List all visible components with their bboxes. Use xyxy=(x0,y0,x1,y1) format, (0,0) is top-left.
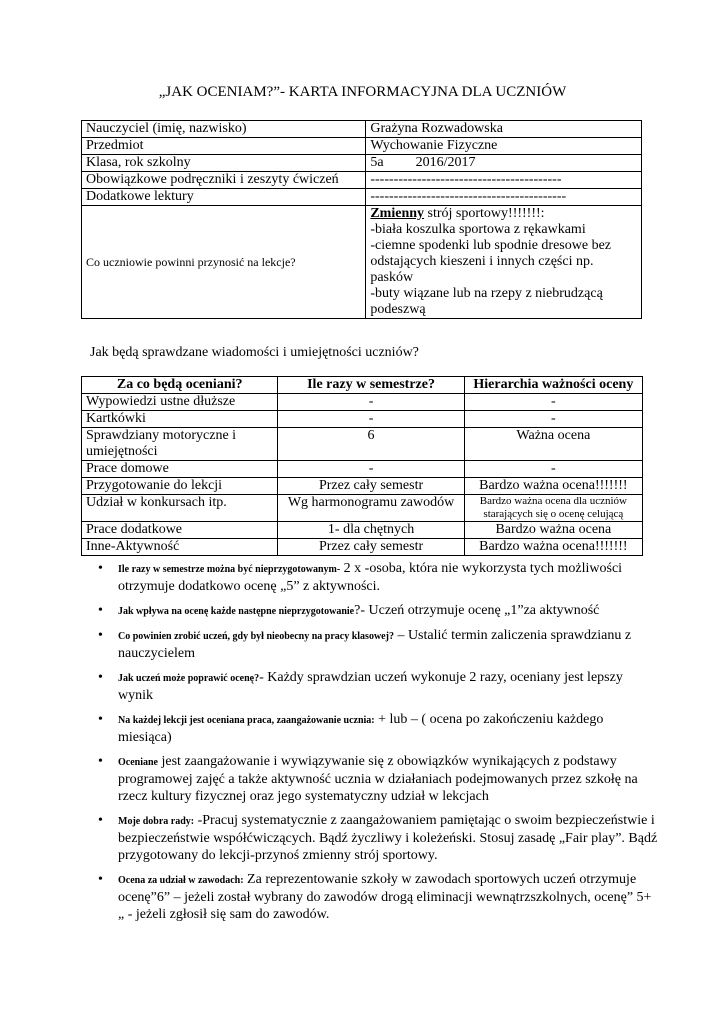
note-answer: – Ustalić termin zaliczenia sprawdzianu z nauczycielem xyxy=(118,628,632,661)
table-cell: Sprawdziany motoryczne i umiejętności xyxy=(82,428,278,461)
label-cell: Dodatkowe lektury xyxy=(82,189,366,206)
equipment-bold: Zmienny xyxy=(370,206,425,221)
table-cell: - xyxy=(278,411,464,428)
list-item xyxy=(118,812,658,864)
table-row xyxy=(82,172,642,189)
table-cell: - xyxy=(278,394,464,411)
table-cell: Bardzo ważna ocena!!!!!!! xyxy=(464,539,642,556)
note-answer: - Każdy sprawdzian uczeń wykonuje 2 razy, oceniany jest lepszy wynik xyxy=(118,670,623,703)
label-cell: Nauczyciel (imię, nazwisko) xyxy=(82,121,366,138)
table-row xyxy=(82,411,643,428)
table-row xyxy=(82,138,642,155)
table-row xyxy=(82,461,643,478)
table-cell: Bardzo ważna ocena dla uczniów starających się o ocenę celującą xyxy=(464,495,642,522)
list-item xyxy=(118,560,658,595)
value-cell: ------------------------------------------ xyxy=(366,189,642,206)
assessment-question: Jak będą sprawdzane wiadomości i umiejętności uczniów? xyxy=(90,345,419,360)
equipment-item: -ciemne spodenki lub spodnie dresowe bez odstających kieszeni i innych części np. pasków xyxy=(370,238,611,285)
table-cell: Wypowiedzi ustne dłuższe xyxy=(82,394,278,411)
table-cell: - xyxy=(464,411,642,428)
table-cell: - xyxy=(278,461,464,478)
equipment-item: -biała koszulka sportowa z rękawkami xyxy=(370,222,586,237)
table-cell: Prace dodatkowe xyxy=(82,522,278,539)
column-header: Za co będą oceniani? xyxy=(82,377,278,394)
equipment-rest: strój sportowy!!!!!!!: xyxy=(424,206,545,221)
table-row xyxy=(82,189,642,206)
list-item xyxy=(118,871,658,923)
school-year-value: 2016/2017 xyxy=(415,155,476,170)
note-question: Na każdej lekcji jest oceniana praca, zaangażowanie ucznia: xyxy=(118,715,375,726)
table-cell: Przez cały semestr xyxy=(278,539,464,556)
list-item xyxy=(118,753,658,805)
value-cell xyxy=(366,155,642,172)
note-question: Jak uczeń może poprawić ocenę? xyxy=(118,673,260,684)
table-row xyxy=(82,155,642,172)
note-question: Oceniane xyxy=(118,757,158,768)
value-cell: Wychowanie Fizyczne xyxy=(366,138,642,155)
equipment-heading xyxy=(370,206,637,222)
table-row xyxy=(82,522,643,539)
list-item xyxy=(118,669,658,704)
table-cell: Inne-Aktywność xyxy=(82,539,278,556)
column-header: Ile razy w semestrze? xyxy=(278,377,464,394)
equipment-item: -buty wiązane lub na rzepy z niebrudzącą podeszwą xyxy=(370,286,603,317)
table-cell: - xyxy=(464,394,642,411)
table-cell: Udział w konkursach itp. xyxy=(82,495,278,522)
table-cell: - xyxy=(464,461,642,478)
label-cell: Co uczniowie powinni przynosić na lekcje? xyxy=(82,206,366,319)
table-row xyxy=(82,478,643,495)
document-title: „JAK OCENIAM?”- KARTA INFORMACYJNA DLA UCZNIÓW xyxy=(158,84,567,100)
table-row xyxy=(82,121,642,138)
table-cell: Prace domowe xyxy=(82,461,278,478)
table-row xyxy=(82,539,643,556)
table-cell: Wg harmonogramu zawodów xyxy=(278,495,464,522)
list-item xyxy=(118,602,658,620)
table-cell: Przez cały semestr xyxy=(278,478,464,495)
table-cell: 6 xyxy=(278,428,464,461)
table-row xyxy=(82,428,643,461)
note-answer: jest zaangażowanie i wywiązywanie się z obowiązków wynikających z podstawy programowej zajęć a także aktywność ucznia w działaniach podejmowanych przez szkołę na rzecz kultury fizycznej oraz jego systematyczny udział w lekcjach xyxy=(118,754,638,804)
table-header-row xyxy=(82,377,643,394)
note-question: Co powinien zrobić uczeń, gdy był nieobecny na pracy klasowej? xyxy=(118,631,394,642)
table-row xyxy=(82,394,643,411)
table-row xyxy=(82,206,642,319)
note-answer: 2 x -osoba, która nie wykorzysta tych możliwości otrzymuje dodatkowo ocenę „5” z aktywności. xyxy=(118,561,623,594)
label-cell: Obowiązkowe podręczniki i zeszyty ćwiczeń xyxy=(82,172,366,189)
table-cell: Bardzo ważna ocena!!!!!!! xyxy=(464,478,642,495)
table-cell: Bardzo ważna ocena xyxy=(464,522,642,539)
note-answer: ?- Uczeń otrzymuje ocenę „1”za aktywność xyxy=(354,603,600,618)
table-row xyxy=(82,495,643,522)
list-item xyxy=(118,711,658,746)
table-cell: Ważna ocena xyxy=(464,428,642,461)
rules-list xyxy=(98,560,658,930)
note-question: Moje dobra rady: xyxy=(118,816,195,827)
value-cell: ----------------------------------------- xyxy=(366,172,642,189)
note-question: Jak wpływa na ocenę każde następne nieprzygotowanie xyxy=(118,606,355,617)
table-cell: 1- dla chętnych xyxy=(278,522,464,539)
note-question: Ocena za udział w zawodach: xyxy=(118,875,244,886)
table-cell: Kartkówki xyxy=(82,411,278,428)
value-cell xyxy=(366,206,642,319)
label-cell: Klasa, rok szkolny xyxy=(82,155,366,172)
assessment-table xyxy=(81,376,643,556)
class-value: 5a xyxy=(370,155,384,170)
note-answer: Za reprezentowanie szkoły w zawodach sportowych uczeń otrzymuje ocenę”6” – jeżeli został wybrany do zawodów drogą eliminacji wewnątrzszkolnych, ocenę” 5+ „ - jeżeli zgłosił się sam do zawodów. xyxy=(118,872,652,922)
table-cell: Przygotowanie do lekcji xyxy=(82,478,278,495)
list-item xyxy=(118,627,658,662)
column-header: Hierarchia ważności oceny xyxy=(464,377,642,394)
note-answer: -Pracuj systematycznie z zaangażowaniem pamiętając o swoim bezpieczeństwie i bezpieczeństwie współćwiczących. Bądź życzliwy i koleżeński. Stosuj zasadę „Fair play”. Bądź przygotowany do lekcji-przynoś zmienny strój sportowy. xyxy=(118,813,658,863)
label-cell: Przedmiot xyxy=(82,138,366,155)
note-answer: + lub – ( ocena po zakończeniu każdego miesiąca) xyxy=(118,712,604,745)
teacher-info-table xyxy=(81,120,642,319)
note-question: Ile razy w semestrze można być nieprzygotowanym- xyxy=(118,564,341,575)
value-cell: Grażyna Rozwadowska xyxy=(366,121,642,138)
